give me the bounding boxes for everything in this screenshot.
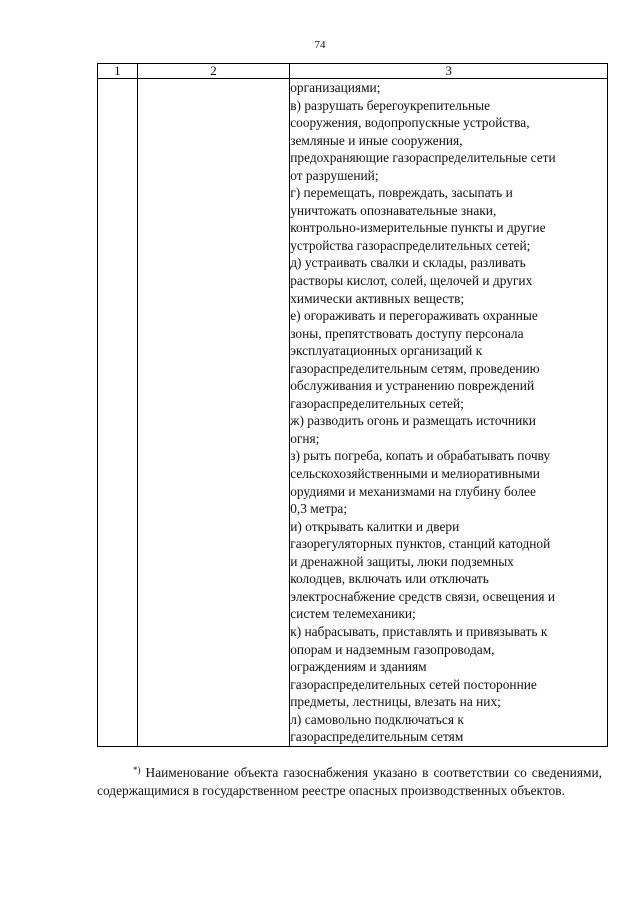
text-line: эксплуатационных организаций к xyxy=(290,343,483,359)
column-header-1: 1 xyxy=(98,64,138,79)
text-line: сельскохозяйственными и мелиоративными xyxy=(290,466,540,482)
text-line: л) самовольно подключаться к xyxy=(290,711,464,727)
text-line: колодцев, включать или отключать xyxy=(290,571,489,587)
restrictions-text xyxy=(290,79,607,746)
text-line: ограждениям и зданиям xyxy=(290,659,427,675)
text-line: растворы кислот, солей, щелочей и других xyxy=(290,273,533,289)
text-line: газораспределительным сетям xyxy=(290,729,464,745)
text-line: систем телемеханики; xyxy=(290,606,416,622)
text-line: е) огораживать и перегораживать охранные xyxy=(290,308,538,324)
column-2-cell xyxy=(137,79,289,747)
footnote-marker: *) xyxy=(133,765,141,775)
text-line: уничтожать опознавательные знаки, xyxy=(290,202,497,218)
text-line: от разрушений; xyxy=(290,167,379,183)
footnote-text: Наименование объекта газоснабжения указано в соответствии со сведениями, содержащимися в государственном реестре опасных производственных объектов. xyxy=(97,765,602,798)
text-line: обслуживания и устранению повреждений xyxy=(290,378,535,394)
text-line: в) разрушать берегоукрепительные xyxy=(290,97,491,113)
text-line: г) перемещать, повреждать, засыпать и xyxy=(290,185,513,201)
text-line: химически активных веществ; xyxy=(290,290,465,306)
text-line: ж) разводить огонь и размещать источники xyxy=(290,413,536,429)
text-line: электроснабжение средств связи, освещения и xyxy=(290,588,556,604)
column-header-2: 2 xyxy=(137,64,289,79)
column-3-cell xyxy=(290,79,608,747)
text-line: газорегуляторных пунктов, станций катодной xyxy=(290,536,551,552)
text-line: орудиями и механизмами на глубину более xyxy=(290,483,536,499)
text-line: огня; xyxy=(290,430,320,446)
text-line: к) набрасывать, приставлять и привязывать к xyxy=(290,623,548,639)
text-line: 0,3 метра; xyxy=(290,501,348,517)
text-line: зоны, препятствовать доступу персонала xyxy=(290,325,524,341)
text-line: сооружения, водопропускные устройства, xyxy=(290,115,530,131)
column-1-cell xyxy=(98,79,138,747)
text-line: контрольно-измерительные пункты и другие xyxy=(290,220,546,236)
text-line: организациями; xyxy=(290,80,381,95)
table-header-row xyxy=(98,64,608,79)
text-line: з) рыть погреба, копать и обрабатывать почву xyxy=(290,448,551,464)
table-row xyxy=(98,79,608,747)
text-line: и дренажной защиты, люки подземных xyxy=(290,553,514,569)
text-line: д) устраивать свалки и склады, разливать xyxy=(290,255,526,271)
text-line: газораспределительным сетям, проведению xyxy=(290,360,540,376)
page-number: 74 xyxy=(314,39,326,51)
footnote xyxy=(97,764,602,799)
text-line: предохраняющие газораспределительные сети xyxy=(290,150,556,166)
text-line: устройства газораспределительных сетей; xyxy=(290,237,531,253)
column-header-3: 3 xyxy=(290,64,608,79)
text-line: земляные и иные сооружения, xyxy=(290,132,463,148)
text-line: и) открывать калитки и двери xyxy=(290,518,460,534)
requirements-table xyxy=(97,63,608,747)
text-line: газораспределительных сетей; xyxy=(290,395,464,411)
text-line: предметы, лестницы, влезать на них; xyxy=(290,694,501,710)
text-line: опорам и надземным газопроводам, xyxy=(290,641,495,657)
text-line: газораспределительных сетей посторонние xyxy=(290,676,537,692)
